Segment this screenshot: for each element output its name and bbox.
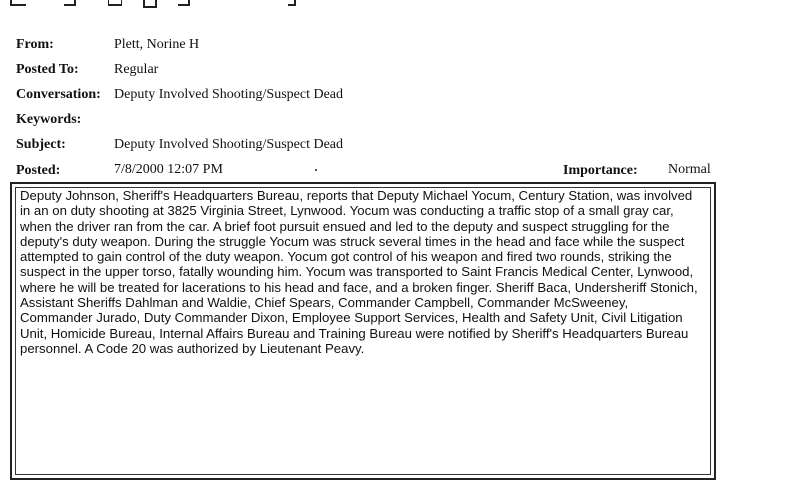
posted-to-value: Regular: [114, 62, 159, 77]
message-body-frame[interactable]: [10, 182, 716, 480]
keywords-label: Keywords:: [16, 112, 82, 127]
subject-label: Subject:: [16, 137, 66, 152]
conversation-label: Conversation:: [16, 87, 101, 102]
toolbar-icon-5[interactable]: [178, 0, 190, 6]
from-label: From:: [16, 37, 54, 52]
toolbar-icon-4[interactable]: [143, 0, 157, 8]
message-body-text: Deputy Johnson, Sheriff's Headquarters Bureau, reports that Deputy Michael Yocum, Century Station, was involved in an on duty shooting at 3825 Virginia Street, Lynwood. Yocum was conducting a traffic stop of a small gray car, when the driver ran from the car. A brief foot pursuit ensued and led to the deputy and suspect struggling for the deputy's duty weapon. During the struggle Yocum was struck several times in the head and face while the suspect attempted to gain control of the duty weapon. Yocum got control of his weapon and fired two rounds, striking the suspect in the upper torso, fatally wounding him. Yocum was transported to Saint Francis Medical Center, Lynwood, where he will be treated for lacerations to his head and face, and a broken finger. Sheriff Baca, Undersheriff Stonich, Assistant Sheriffs Dahlman and Waldie, Chief Spears, Commander Campbell, Commander McSweeney, Commander Jurado, Duty Commander Dixon, Employee Support Services, Health and Safety Unit, Civil Litigation Unit, Homicide Bureau, Internal Affairs Bureau and Training Bureau were notified by Sheriff's Headquarters Bureau personnel. A Code 20 was authorized by Lieutenant Peavy.: [20, 188, 698, 356]
posted-value: 7/8/2000 12:07 PM: [114, 162, 223, 177]
toolbar-icon-6[interactable]: [288, 0, 296, 6]
conversation-value: Deputy Involved Shooting/Suspect Dead: [114, 87, 344, 102]
importance-value: Normal: [668, 162, 711, 177]
subject-value: Deputy Involved Shooting/Suspect Dead: [114, 137, 344, 152]
toolbar-icon-3[interactable]: [108, 0, 122, 6]
stray-mark: [315, 169, 317, 171]
posted-label: Posted:: [16, 163, 61, 178]
toolbar: [0, 0, 800, 12]
posted-to-label: Posted To:: [16, 62, 79, 77]
from-value: Plett, Norine H: [114, 37, 200, 52]
importance-label: Importance:: [563, 163, 638, 178]
toolbar-icon-1[interactable]: [10, 0, 26, 6]
toolbar-icon-2[interactable]: [64, 0, 76, 6]
